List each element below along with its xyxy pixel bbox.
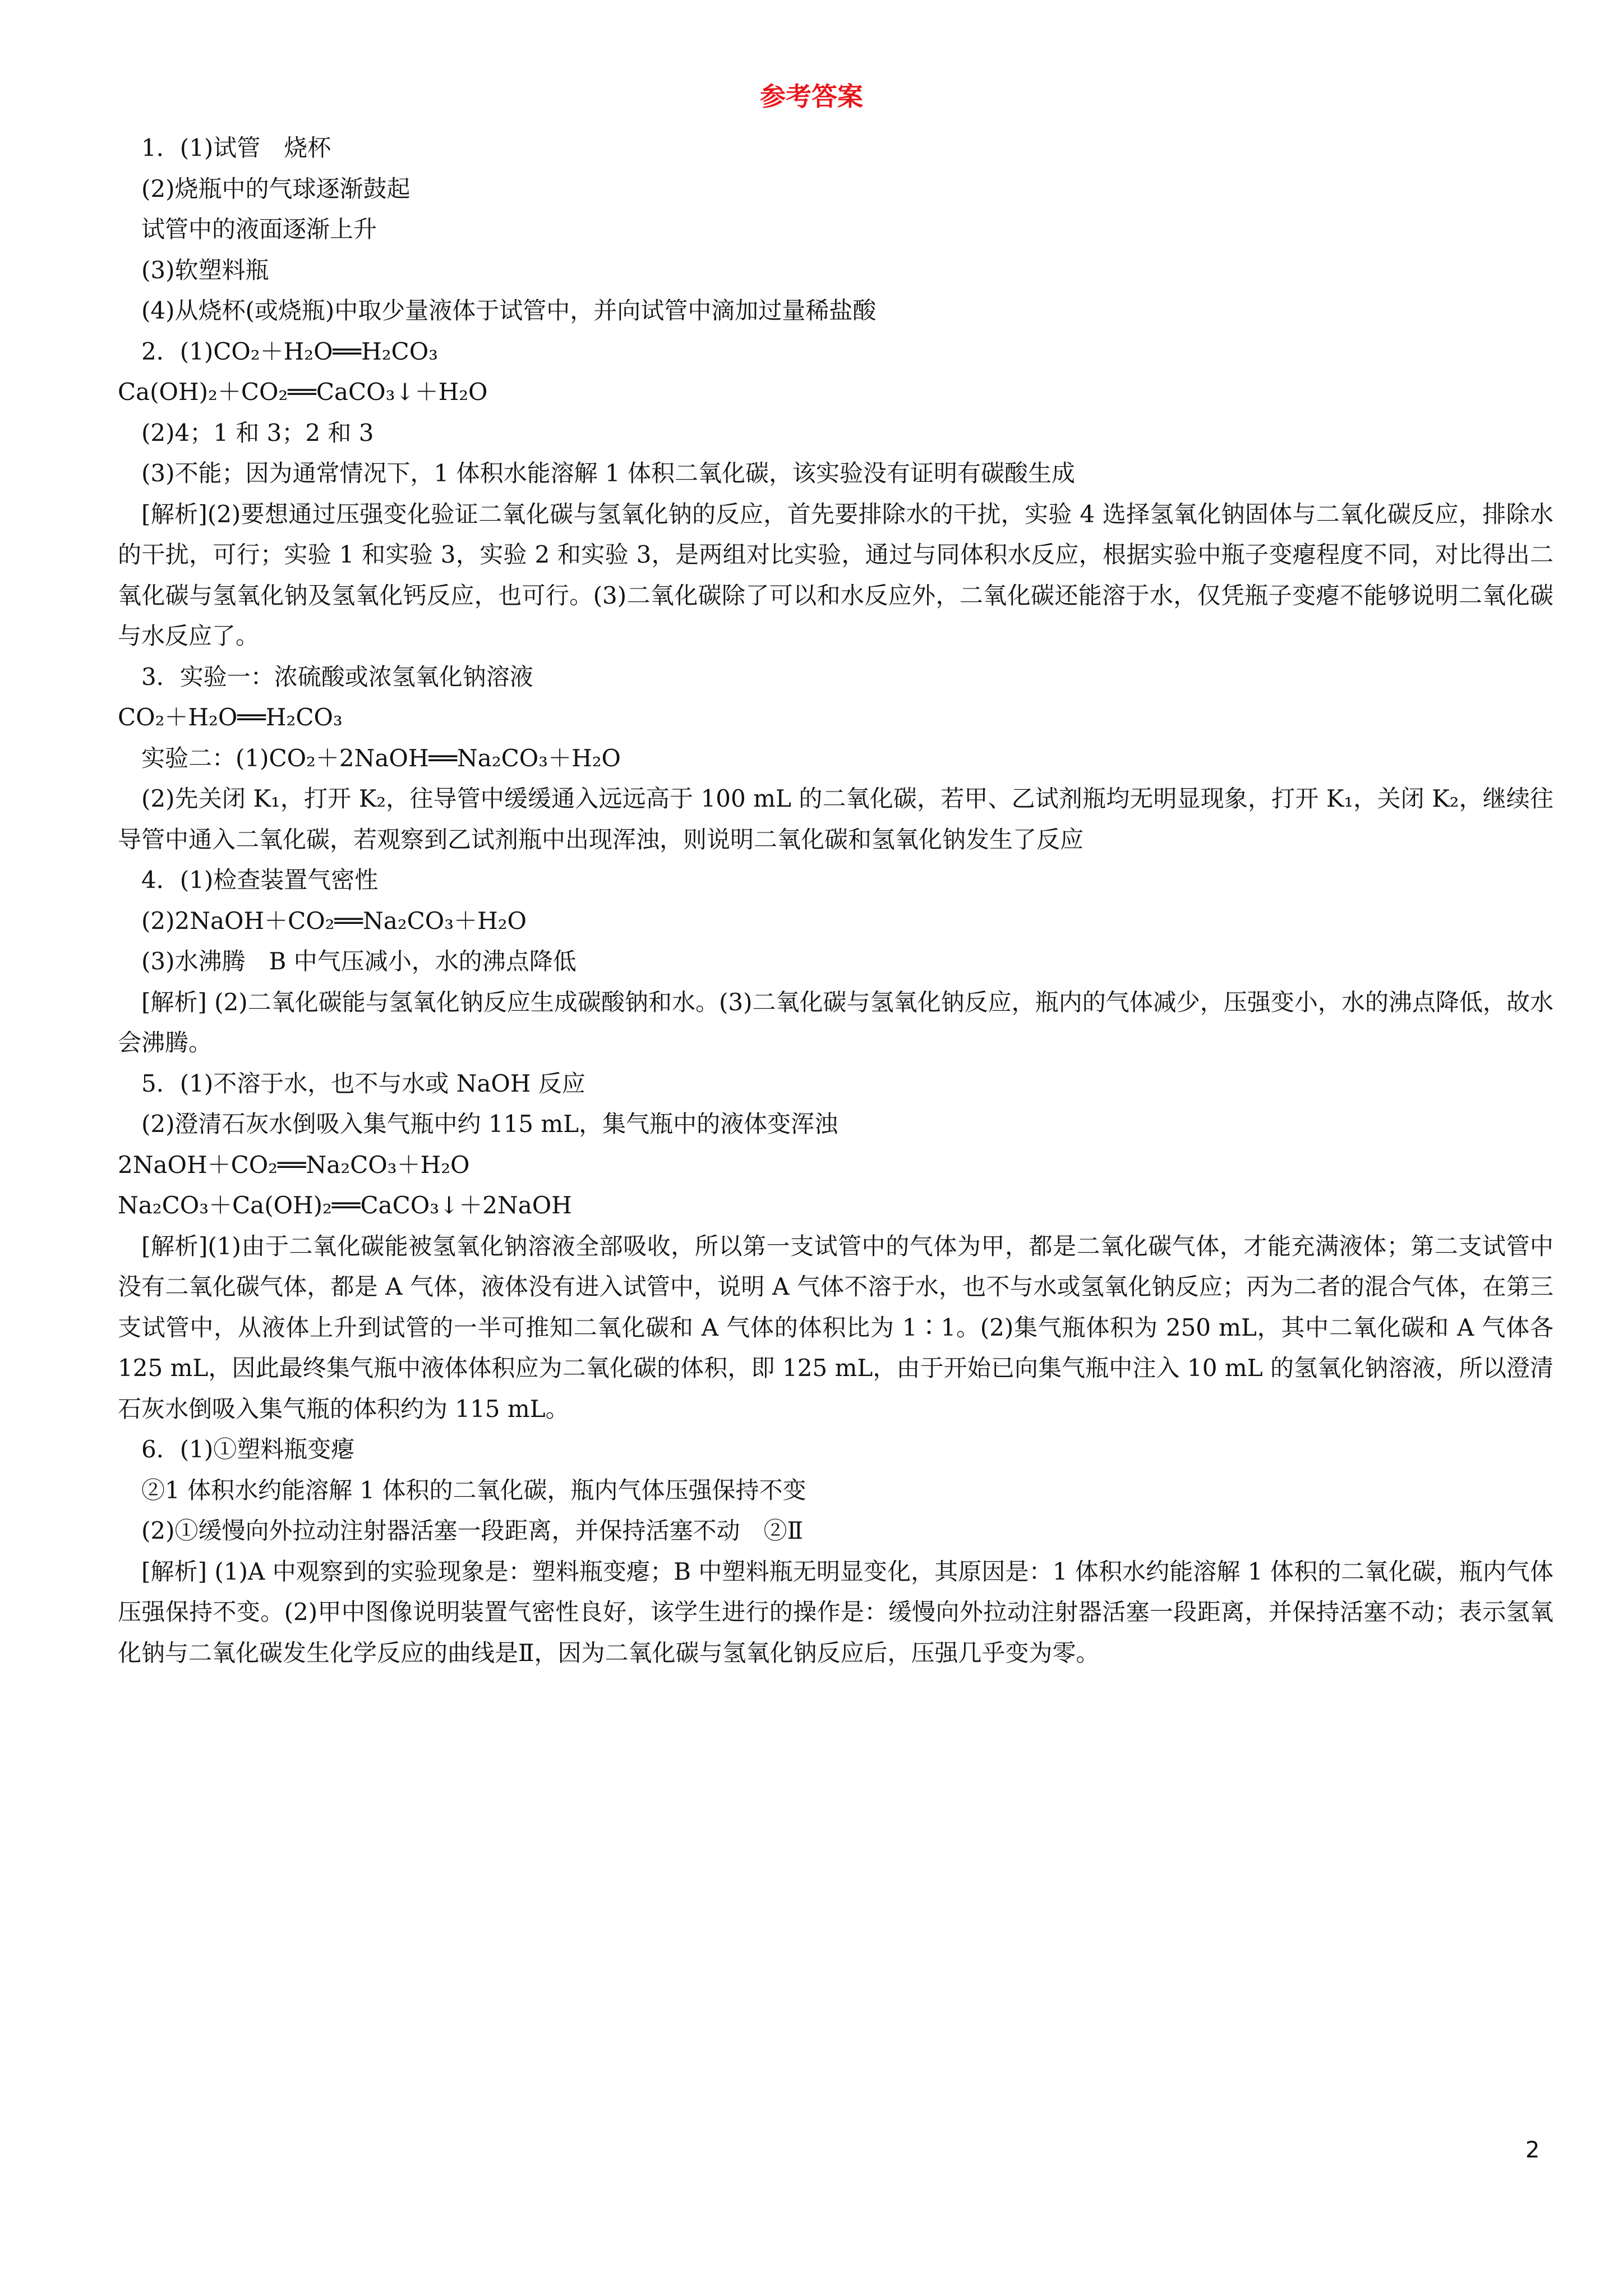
answer-paragraph: [解析] (2)二氧化碳能与氢氧化钠反应生成碳酸钠和水。(3)二氧化碳与氢氧化钠反应，瓶内的气体减少，压强变小，水的沸点降低，故水会沸腾。 [118,988,1553,1056]
answer-line: (3)软塑料瓶 [141,256,269,284]
answer-line: Na₂CO₃＋Ca(OH)₂══CaCO₃↓＋2NaOH [118,1191,572,1219]
page-title: 参考答案 [760,81,863,112]
answer-line: (2)澄清石灰水倒吸入集气瓶中约 115 mL，集气瓶中的液体变浑浊 [141,1110,838,1138]
answer-line: CO₂＋H₂O══H₂CO₃ [118,703,343,731]
answer-paragraph: [解析] (1)A 中观察到的实验现象是：塑料瓶变瘪；B 中塑料瓶无明显变化，其原因是：1 体积水约能溶解 1 体积的二氧化碳，瓶内气体压强保持不变。(2)甲中图像说明装置气密性良好，该学生进行的操作是：缓慢向外拉动注射器活塞一段距离，并保持活塞不动；表示氢氧化钠与二氧化碳发生化学反应的曲线是Ⅱ，因为二氧化碳与氢氧化钠反应后，压强几乎变为零。 [118,1557,1553,1667]
answer-line: 6．(1)①塑料瓶变瘪 [141,1435,355,1463]
answer-line: (3)不能；因为通常情况下，1 体积水能溶解 1 体积二氧化碳，该实验没有证明有碳酸生成 [141,459,1075,487]
answer-line: 试管中的液面逐渐上升 [141,215,377,243]
answer-paragraph: [解析](1)由于二氧化碳能被氢氧化钠溶液全部吸收，所以第一支试管中的气体为甲，都是二氧化碳气体，才能充满液体；第二支试管中没有二氧化碳气体，都是 A 气体，液体没有进入试管中，说明 A 气体不溶于水，也不与水或氢氧化钠反应；丙为二者的混合气体，在第三支试管中，从液体上升到试管的一半可推知二氧化碳和 A 气体的体积比为 1∶1。(2)集气瓶体积为 250 mL，其中二氧化碳和 A 气体各 125 mL，因此最终集气瓶中液体体积应为二氧化碳的体积，即 125 mL，由于开始已向集气瓶中注入 10 mL 的氢氧化钠溶液，所以澄清石灰水倒吸入集气瓶的体积约为 115 mL。 [118,1232,1553,1423]
answer-line: (2)①缓慢向外拉动注射器活塞一段距离，并保持活塞不动 ②Ⅱ [141,1517,804,1544]
answer-line: Ca(OH)₂＋CO₂══CaCO₃↓＋H₂O [118,378,488,406]
answer-line: ②1 体积水约能溶解 1 体积的二氧化碳，瓶内气体压强保持不变 [141,1476,806,1504]
answer-line: 2NaOH＋CO₂══Na₂CO₃＋H₂O [118,1151,470,1179]
answer-line: 实验二：(1)CO₂＋2NaOH══Na₂CO₃＋H₂O [141,744,621,772]
page-number: 2 [1525,2137,1540,2163]
answer-line: (2)4；1 和 3；2 和 3 [141,418,374,447]
answer-line: 2．(1)CO₂＋H₂O══H₂CO₃ [141,337,438,365]
answer-line: (2)烧瓶中的气球逐渐鼓起 [141,174,411,203]
answer-line: (4)从烧杯(或烧瓶)中取少量液体于试管中，并向试管中滴加过量稀盐酸 [141,297,877,324]
answer-line: 5．(1)不溶于水，也不与水或 NaOH 反应 [141,1069,585,1097]
answer-line: (2)2NaOH＋CO₂══Na₂CO₃＋H₂O [141,907,527,935]
answer-line: 3．实验一：浓硫酸或浓氢氧化钠溶液 [141,662,533,691]
answer-line: 4．(1)检查装置气密性 [141,866,379,894]
answer-paragraph: (2)先关闭 K₁，打开 K₂，往导管中缓缓通入远远高于 100 mL 的二氧化碳，若甲、乙试剂瓶均无明显现象，打开 K₁，关闭 K₂，继续往导管中通入二氧化碳，若观察到乙试剂瓶中出现浑浊，则说明二氧化碳和氢氧化钠发生了反应 [118,785,1553,853]
answer-line: 1．(1)试管 烧杯 [141,134,331,162]
answer-line: (3)水沸腾 B 中气压减小，水的沸点降低 [141,947,577,975]
answer-content [118,128,1553,1673]
answer-paragraph: [解析](2)要想通过压强变化验证二氧化碳与氢氧化钠的反应，首先要排除水的干扰，实验 4 选择氢氧化钠固体与二氧化碳反应，排除水的干扰，可行；实验 1 和实验 3，实验 2 和实验 3，是两组对比实验，通过与同体积水反应，根据实验中瓶子变瘪程度不同，对比得出二氧化碳与氢氧化钠及氢氧化钙反应，也可行。(3)二氧化碳除了可以和水反应外，二氧化碳还能溶于水，仅凭瓶子变瘪不能够说明二氧化碳与水反应了。 [118,500,1553,650]
